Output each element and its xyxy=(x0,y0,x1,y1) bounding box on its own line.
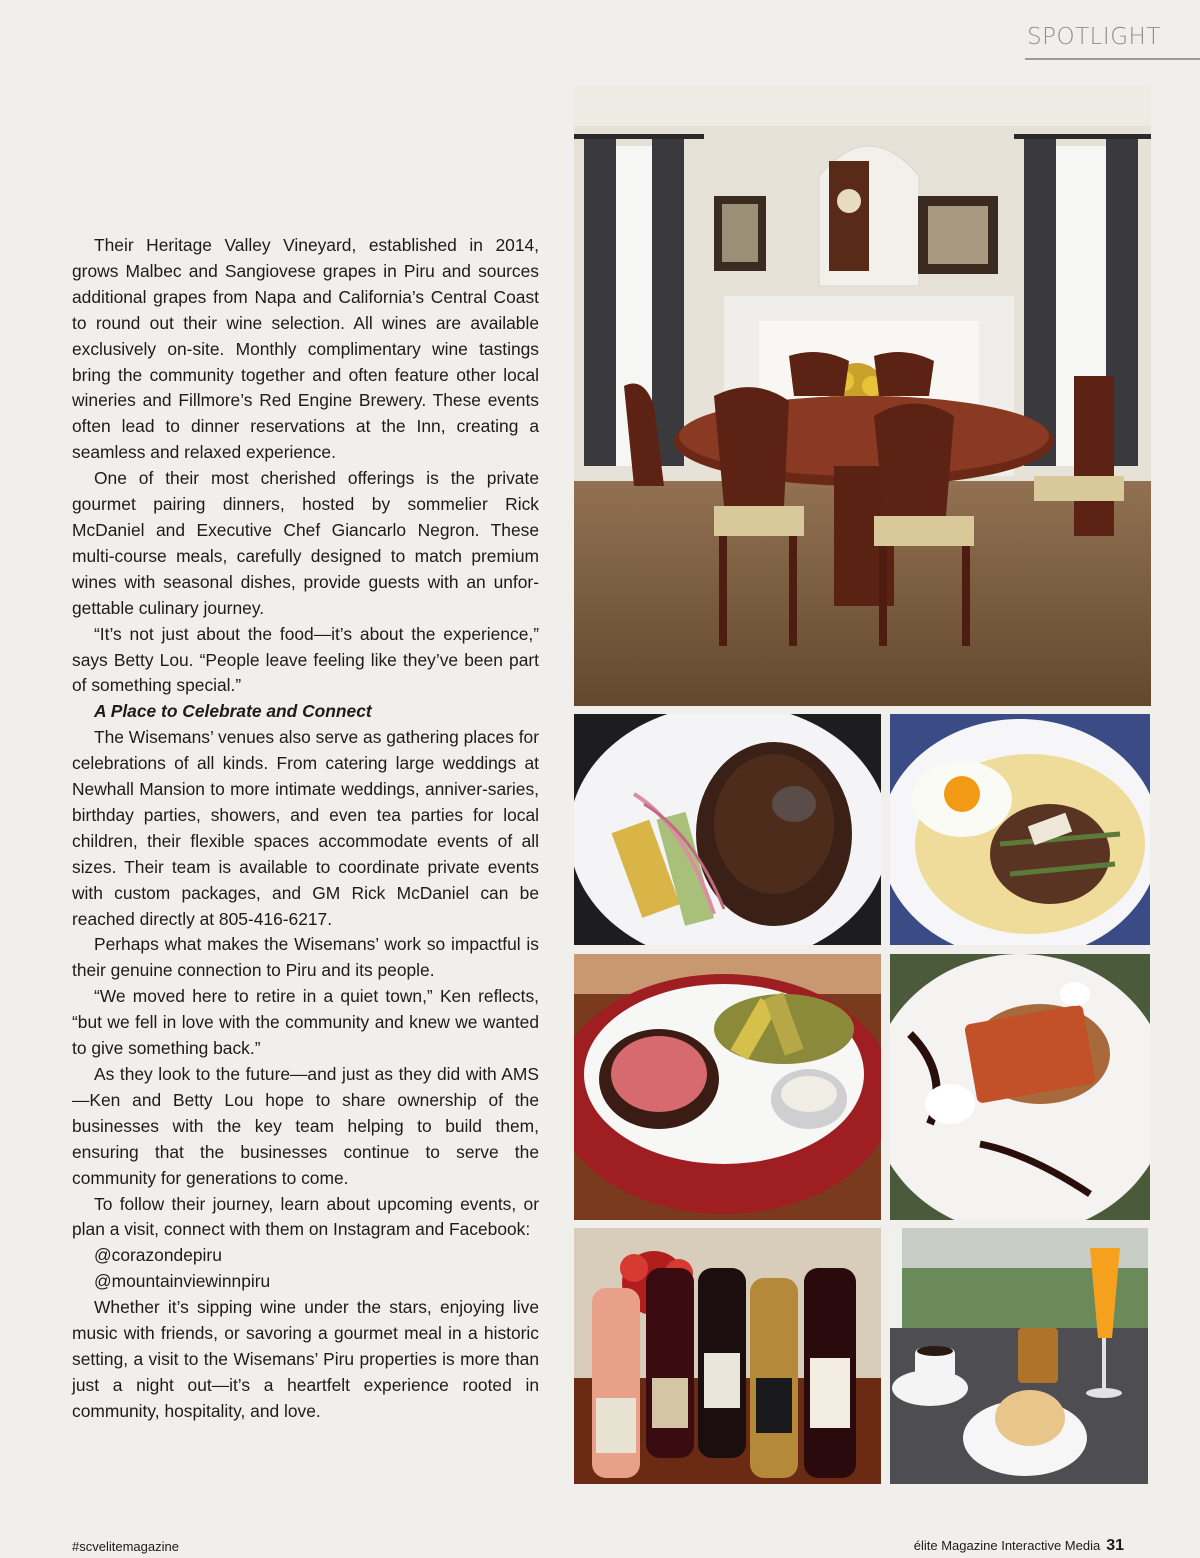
paragraph: Their Heritage Valley Vineyard, established in 2014, grows Malbec and Sangiovese grapes in Piru and sources additional grapes from Napa and California’s Central Coast to round out their wine selection. All wines are available exclusively on-site. Monthly complimentary wine tastings bring the community together and often feature other local wineries and Fillmore’s Red Engine Brewery. These events often lead to dinner reservations at the Inn, creating a seamless and relaxed experience. xyxy=(72,235,539,463)
dessert-photo xyxy=(890,954,1150,1220)
patio-breakfast-photo xyxy=(890,1228,1148,1484)
steak-plate-photo xyxy=(574,714,881,945)
article-body xyxy=(72,233,539,1425)
footer-publication xyxy=(914,1537,1124,1555)
footer-hashtag: #scvelitemagazine xyxy=(72,1539,179,1554)
paragraph: The Wisemans’ venues also serve as gathering places for celebrations of all kinds. From catering large weddings at Newhall Mansion to more intimate weddings, anniver-saries, birthday parties, showers, and even tea parties for local children, their flexible spaces accommodate events of all sizes. Their team is available to coordinate private events with custom packages, and GM Rick McDaniel can be reached directly at 805-416-6217. xyxy=(72,727,539,929)
instagram-handle: @corazondepiru xyxy=(94,1245,222,1266)
egg-dish-photo xyxy=(890,714,1150,945)
section-label: SPOTLIGHT xyxy=(1027,24,1161,50)
wine-bottles-photo xyxy=(574,1228,881,1484)
article-subhead: A Place to Celebrate and Connect xyxy=(94,701,372,722)
paragraph: “We moved here to retire in a quiet town,” Ken reflects, “but we fell in love with the community and knew we wanted to give something back.” xyxy=(72,986,539,1059)
paragraph: Perhaps what makes the Wisemans’ work so impactful is their genuine connection to Piru and its people. xyxy=(72,934,539,981)
paragraph: One of their most cherished offerings is the private gourmet pairing dinners, hosted by sommelier Rick McDaniel and Executive Chef Giancarlo Negron. These multi-course meals, carefully designed to match premium wines with seasonal dishes, provide guests with an unfor-gettable culinary journey. xyxy=(72,468,539,618)
paragraph: As they look to the future—and just as they did with AMS—Ken and Betty Lou hope to share ownership of the businesses with the key team helping to build them, ensuring that the businesses continue to serve the community for generations to come. xyxy=(72,1064,539,1188)
section-rule xyxy=(1025,58,1200,60)
prime-rib-photo xyxy=(574,954,881,1220)
paragraph: “It’s not just about the food—it’s about the experience,” says Betty Lou. “People leave feeling like they’ve been part of something special.” xyxy=(72,623,539,696)
paragraph: To follow their journey, learn about upcoming events, or plan a visit, connect with them on Instagram and Facebook: xyxy=(72,1193,539,1240)
dining-room-photo xyxy=(574,86,1151,706)
paragraph: Whether it’s sipping wine under the stars, enjoying live music with friends, or savoring a gourmet meal in a historic setting, a visit to the Wisemans’ Piru properties is more than just a night out—it’s a heartfelt experience rooted in community, hospitality, and love. xyxy=(72,1297,539,1421)
instagram-handle: @mountainviewinnpiru xyxy=(94,1271,271,1292)
page-number: 31 xyxy=(1106,1537,1124,1554)
publication-name: élite Magazine Interactive Media xyxy=(913,1538,1101,1553)
